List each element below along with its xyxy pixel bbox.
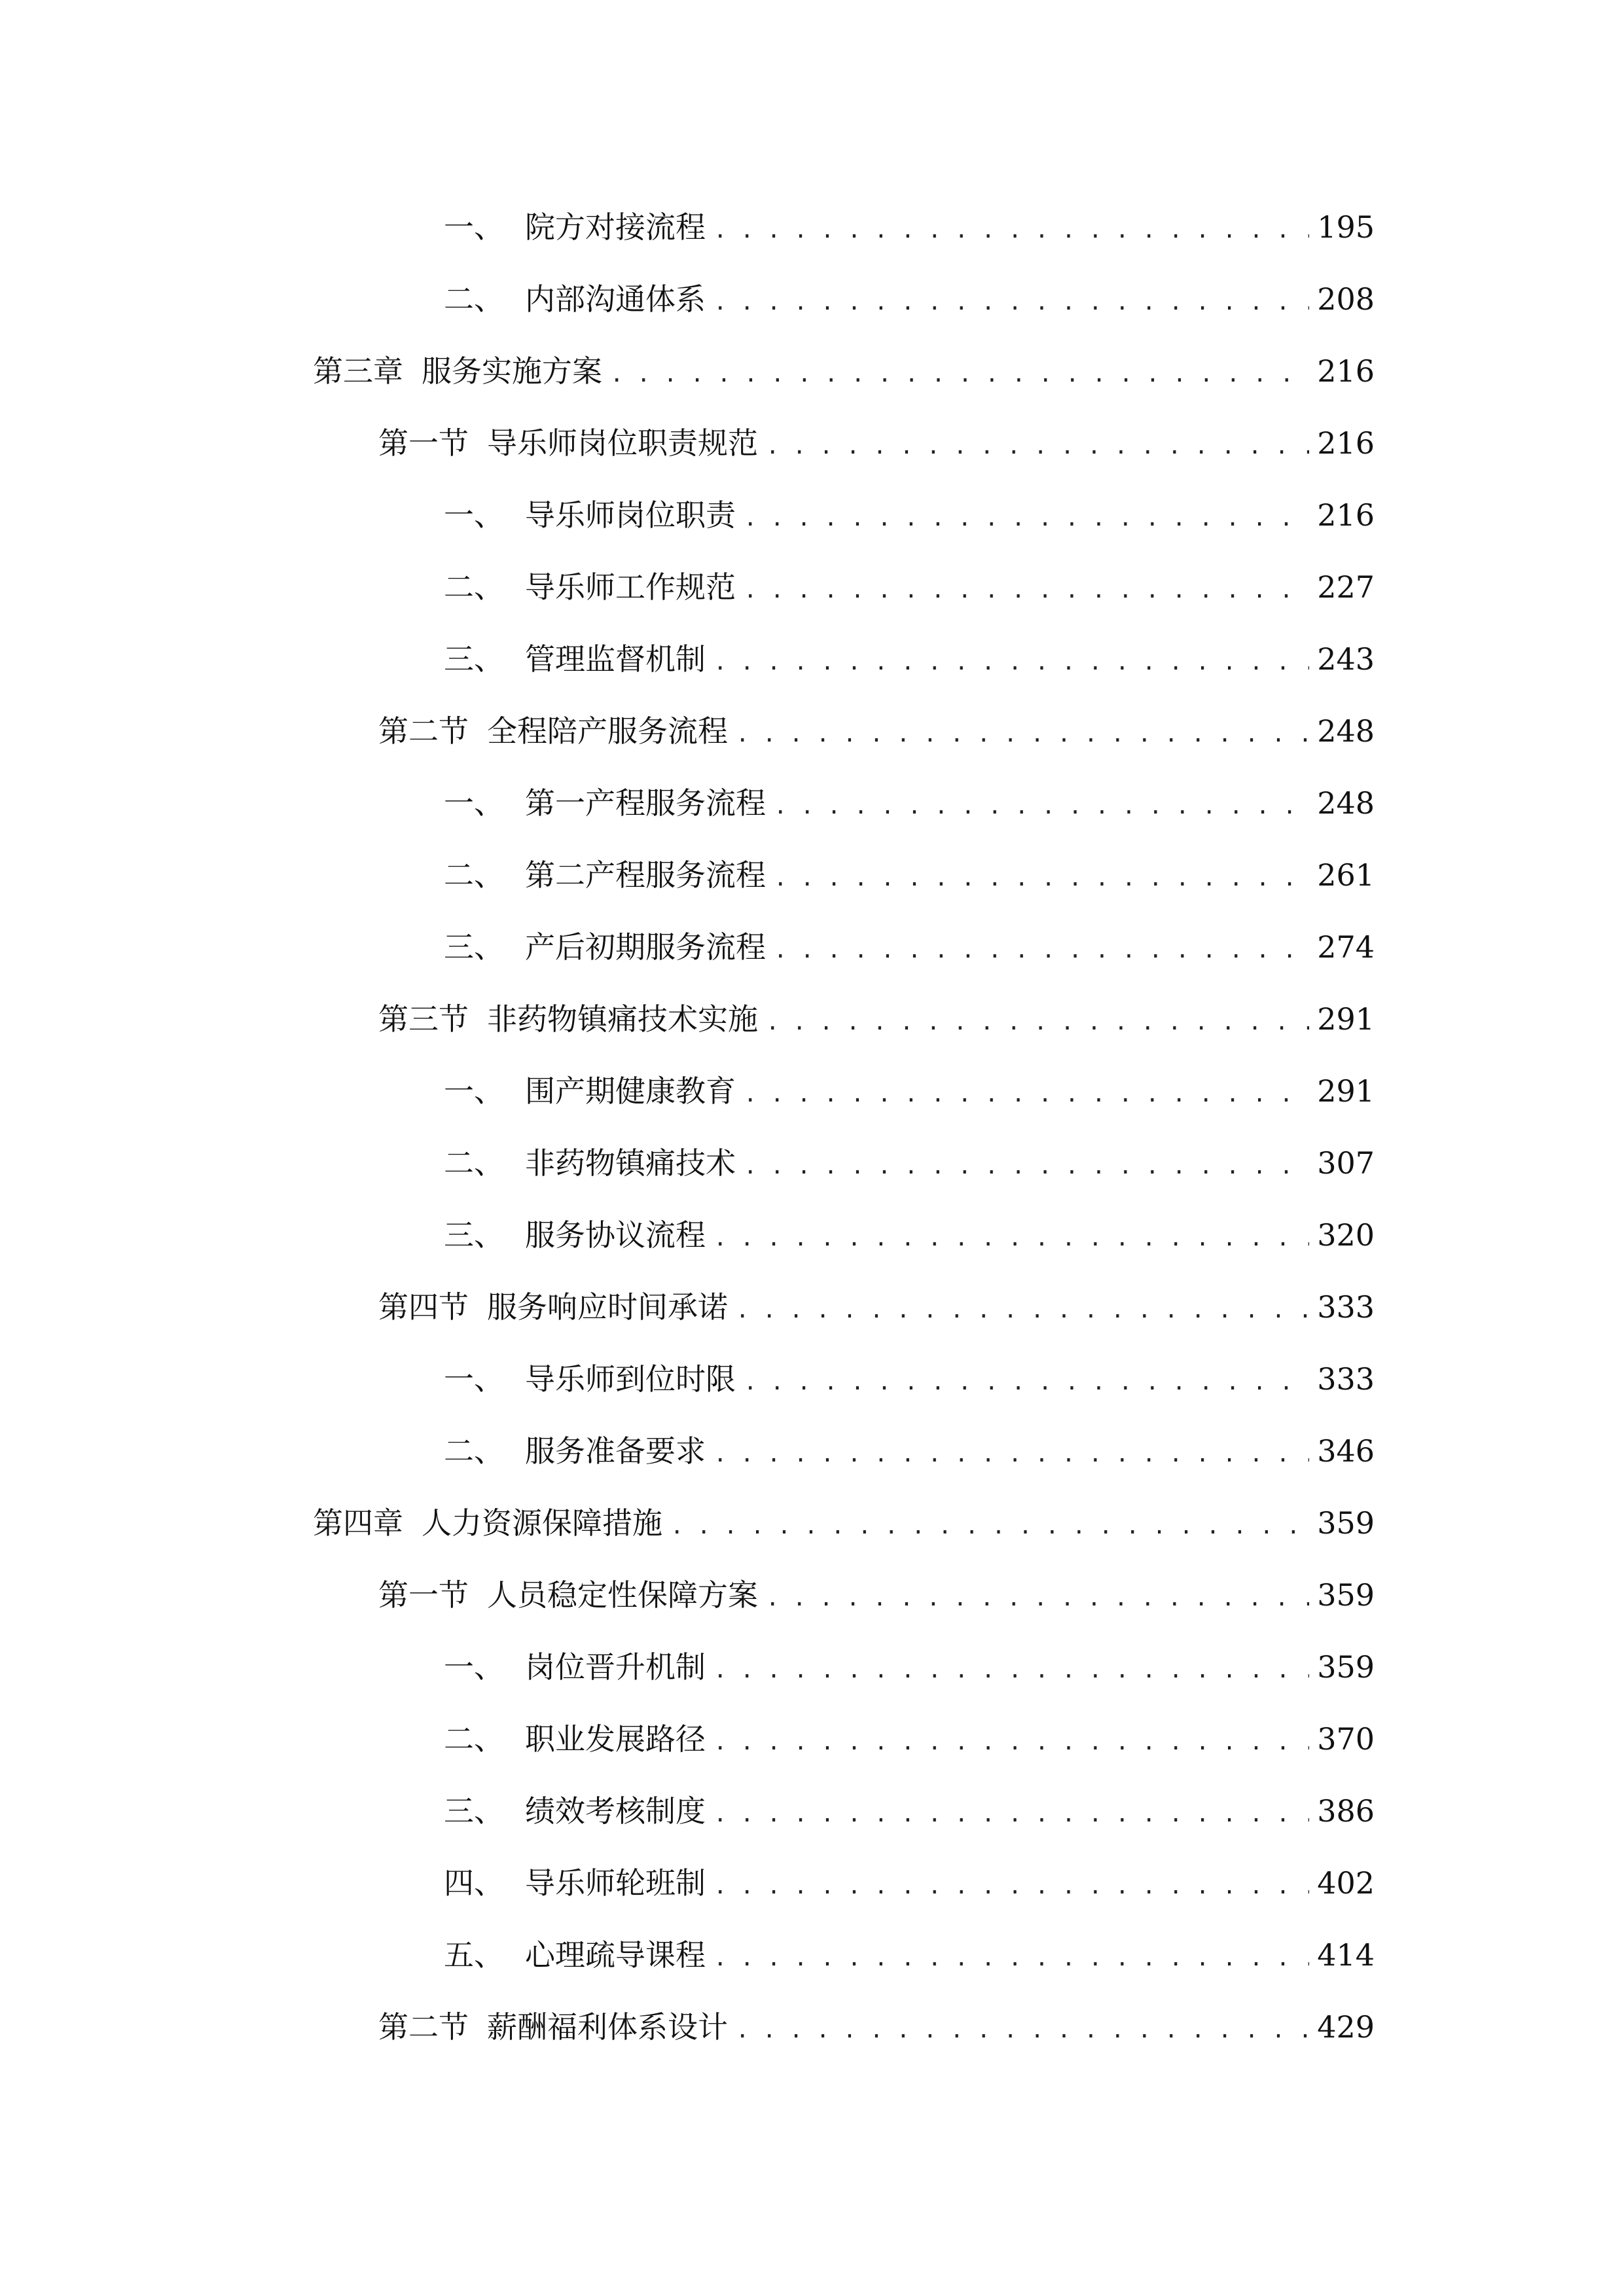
toc-dot-leader: [713, 1935, 1309, 1981]
toc-entry-number: 五、: [444, 1937, 504, 1973]
toc-dot-leader: [766, 999, 1309, 1045]
toc-entry-number: 一、: [444, 785, 504, 821]
toc-entry-page: 227: [1317, 569, 1375, 605]
toc-entry-page: 195: [1317, 209, 1375, 245]
toc-entry-number: 二、: [444, 1433, 504, 1469]
toc-entry-title: 服务准备要求: [525, 1433, 706, 1469]
toc-entry-number: 第二节: [378, 2009, 469, 2045]
toc-entry[interactable]: [444, 1860, 1375, 1906]
toc-entry[interactable]: [444, 852, 1375, 898]
toc-entry-title: 心理疏导课程: [525, 1937, 706, 1973]
toc-entry-page: 359: [1317, 1505, 1375, 1541]
toc-entry-page: 216: [1317, 353, 1375, 389]
toc-entry[interactable]: [444, 1212, 1375, 1258]
toc-entry-title: 产后初期服务流程: [525, 929, 766, 965]
toc-entry[interactable]: [444, 780, 1375, 826]
toc-dot-leader: [744, 495, 1309, 541]
toc-entry-page: 333: [1317, 1361, 1375, 1397]
toc-entry-title: 人力资源保障措施: [422, 1505, 662, 1541]
toc-entry[interactable]: [444, 1428, 1375, 1474]
toc-dot-leader: [736, 1287, 1309, 1333]
toc-entry-page: 359: [1317, 1577, 1375, 1613]
toc-entry-title: 导乐师岗位职责规范: [487, 425, 758, 461]
toc-entry-page: 248: [1317, 785, 1375, 821]
toc-entry-page: 274: [1317, 929, 1375, 965]
toc-entry-title: 服务协议流程: [525, 1217, 706, 1253]
toc-entry-number: 二、: [444, 569, 504, 605]
toc-entry-number: 一、: [444, 1649, 504, 1685]
toc-entry[interactable]: [444, 1140, 1375, 1186]
toc-dot-leader: [766, 1575, 1309, 1621]
toc-entry-page: 333: [1317, 1289, 1375, 1325]
toc-entry-title: 院方对接流程: [525, 209, 706, 245]
toc-entry-title: 服务实施方案: [422, 353, 602, 389]
toc-entry-number: 第四章: [313, 1505, 403, 1541]
toc-entry-page: 216: [1317, 497, 1375, 533]
toc-entry-page: 370: [1317, 1721, 1375, 1757]
toc-entry-title: 导乐师轮班制: [525, 1865, 706, 1901]
toc-entry[interactable]: [378, 2004, 1375, 2050]
toc-entry-number: 二、: [444, 281, 504, 317]
toc-entry-page: 320: [1317, 1217, 1375, 1253]
toc-entry-number: 三、: [444, 929, 504, 965]
toc-dot-leader: [713, 1863, 1309, 1909]
toc-entry-number: 第三章: [313, 353, 403, 389]
toc-entry-page: 208: [1317, 281, 1375, 317]
toc-entry-title: 人员稳定性保障方案: [487, 1577, 758, 1613]
toc-entry-title: 服务响应时间承诺: [487, 1289, 728, 1325]
toc-entry-title: 薪酬福利体系设计: [487, 2009, 728, 2045]
toc-dot-leader: [744, 1359, 1309, 1405]
toc-dot-leader: [713, 279, 1309, 325]
toc-entry-title: 非药物镇痛技术: [525, 1145, 736, 1181]
toc-dot-leader: [744, 1071, 1309, 1117]
toc-entry[interactable]: [444, 1644, 1375, 1690]
toc-entry-title: 第二产程服务流程: [525, 857, 766, 893]
toc-dot-leader: [713, 1719, 1309, 1765]
toc-entry[interactable]: [444, 492, 1375, 538]
toc-entry-number: 三、: [444, 1793, 504, 1829]
toc-entry[interactable]: [444, 1068, 1375, 1114]
toc-entry-title: 职业发展路径: [525, 1721, 706, 1757]
toc-entry-number: 第一节: [378, 425, 469, 461]
toc-entry-number: 第二节: [378, 713, 469, 749]
toc-entry[interactable]: [378, 1284, 1375, 1330]
toc-entry[interactable]: [444, 636, 1375, 682]
toc-entry-number: 一、: [444, 1361, 504, 1397]
toc-entry-number: 第三节: [378, 1001, 469, 1037]
toc-entry-number: 第四节: [378, 1289, 469, 1325]
toc-entry-page: 291: [1317, 1001, 1375, 1037]
toc-entry-title: 岗位晋升机制: [525, 1649, 706, 1685]
toc-entry-page: 386: [1317, 1793, 1375, 1829]
toc-dot-leader: [736, 2007, 1309, 2053]
toc-entry[interactable]: [313, 1500, 1375, 1546]
toc-entry[interactable]: [378, 996, 1375, 1042]
toc-entry[interactable]: [444, 204, 1375, 250]
toc-entry-page: 359: [1317, 1649, 1375, 1685]
toc-entry-page: 402: [1317, 1865, 1375, 1901]
toc-entry[interactable]: [378, 420, 1375, 466]
toc-entry[interactable]: [444, 1356, 1375, 1402]
toc-entry-title: 非药物镇痛技术实施: [487, 1001, 758, 1037]
toc-entry-number: 二、: [444, 857, 504, 893]
toc-entry-page: 216: [1317, 425, 1375, 461]
toc-entry-page: 429: [1317, 2009, 1375, 2045]
toc-entry[interactable]: [444, 924, 1375, 970]
toc-entry-title: 导乐师到位时限: [525, 1361, 736, 1397]
toc-entry-number: 第一节: [378, 1577, 469, 1613]
toc-entry-page: 414: [1317, 1937, 1375, 1973]
toc-entry[interactable]: [444, 1932, 1375, 1978]
toc-entry[interactable]: [444, 1716, 1375, 1762]
toc-dot-leader: [610, 351, 1309, 397]
toc-entry-title: 第一产程服务流程: [525, 785, 766, 821]
toc-dot-leader: [713, 1431, 1309, 1477]
toc-entry-number: 二、: [444, 1145, 504, 1181]
toc-dot-leader: [713, 1647, 1309, 1693]
toc-entry-title: 围产期健康教育: [525, 1073, 736, 1109]
toc-dot-leader: [736, 711, 1309, 757]
toc-entry-page: 261: [1317, 857, 1375, 893]
toc-dot-leader: [744, 1143, 1309, 1189]
toc-entry-number: 一、: [444, 209, 504, 245]
toc-entry-number: 一、: [444, 497, 504, 533]
toc-dot-leader: [744, 567, 1309, 613]
toc-dot-leader: [713, 1791, 1309, 1837]
toc-entry[interactable]: [313, 348, 1375, 394]
toc-entry-page: 307: [1317, 1145, 1375, 1181]
toc-dot-leader: [774, 927, 1309, 973]
toc-dot-leader: [774, 855, 1309, 901]
toc-entry-title: 导乐师工作规范: [525, 569, 736, 605]
toc-dot-leader: [670, 1503, 1309, 1549]
toc-entry-number: 四、: [444, 1865, 504, 1901]
toc-entry-title: 内部沟通体系: [525, 281, 706, 317]
toc-entry[interactable]: [378, 708, 1375, 754]
toc-dot-leader: [766, 423, 1309, 469]
toc-entry-number: 二、: [444, 1721, 504, 1757]
toc-entry-title: 导乐师岗位职责: [525, 497, 736, 533]
toc-entry[interactable]: [444, 564, 1375, 610]
toc-entry-page: 243: [1317, 641, 1375, 677]
toc-entry-page: 291: [1317, 1073, 1375, 1109]
toc-dot-leader: [713, 207, 1309, 253]
toc-entry-number: 三、: [444, 1217, 504, 1253]
toc-entry-number: 三、: [444, 641, 504, 677]
toc-entry[interactable]: [444, 276, 1375, 322]
toc-dot-leader: [713, 1215, 1309, 1261]
toc-entry-title: 管理监督机制: [525, 641, 706, 677]
toc-entry-title: 全程陪产服务流程: [487, 713, 728, 749]
toc-dot-leader: [713, 639, 1309, 685]
toc-entry-page: 346: [1317, 1433, 1375, 1469]
toc-entry[interactable]: [378, 1572, 1375, 1618]
toc-entry-number: 一、: [444, 1073, 504, 1109]
toc-dot-leader: [774, 783, 1309, 829]
toc-entry-title: 绩效考核制度: [525, 1793, 706, 1829]
toc-entry-page: 248: [1317, 713, 1375, 749]
toc-entry[interactable]: [444, 1788, 1375, 1834]
